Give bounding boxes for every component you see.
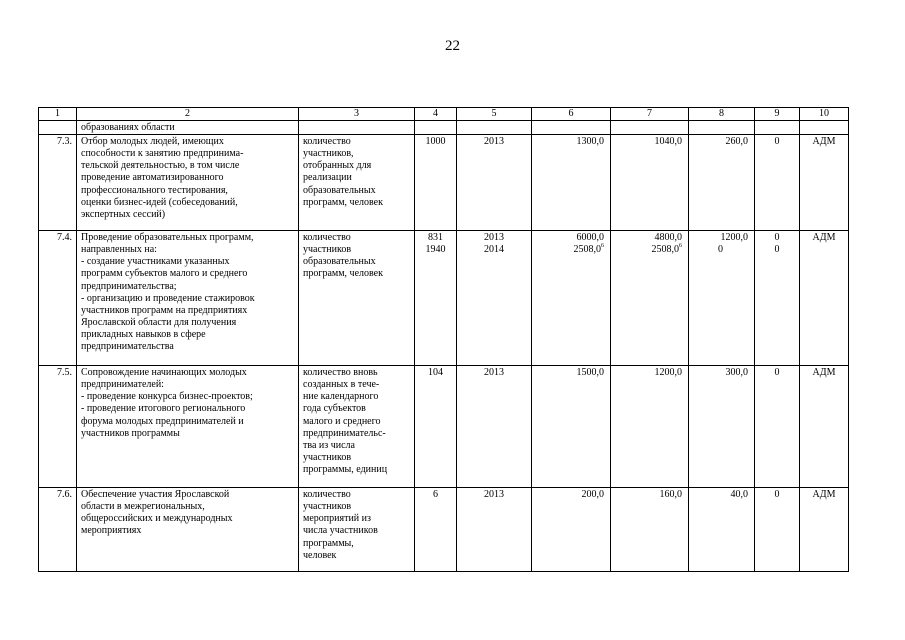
row-number: 7.4. <box>39 231 77 366</box>
column-number: 2 <box>77 108 299 121</box>
continuation-text <box>77 121 299 135</box>
amount-col7: 1200,0 <box>611 366 689 488</box>
activity-description: Обеспечение участия Ярославской области в межрегиональных, общероссийских и международных мероприятиях <box>77 488 299 572</box>
column-number: 9 <box>755 108 800 121</box>
executor: АДМ <box>800 231 849 366</box>
activity-description: Отбор молодых людей, имеющих способности к занятию предпринима- тельской деятельностью, в том числе проведение автоматизированного профессионального тестирования, оценки бизнес-идей (собеседований, экспертных сессий) <box>77 135 299 231</box>
total-amount: 200,0 <box>532 488 611 572</box>
amount-col9: 0 0 <box>755 231 800 366</box>
executor: АДМ <box>800 488 849 572</box>
column-number: 6 <box>532 108 611 121</box>
column-number: 5 <box>457 108 532 121</box>
column-number: 4 <box>415 108 457 121</box>
row-number: 7.3. <box>39 135 77 231</box>
column-number-row <box>39 108 849 121</box>
executor: АДМ <box>800 135 849 231</box>
indicator-description: количество участников образовательных программ, человек <box>299 231 415 366</box>
program-activities-table <box>38 107 849 572</box>
amount-col8: 40,0 <box>689 488 755 572</box>
amount-col8: 260,0 <box>689 135 755 231</box>
amount-col7: 160,0 <box>611 488 689 572</box>
text-line: образованиях области <box>81 122 175 134</box>
table-row <box>39 231 849 366</box>
row-number: 7.6. <box>39 488 77 572</box>
total-amount: 6000,0 2508,0$^6$ <box>532 231 611 366</box>
footnote-marker: 6 <box>601 243 604 250</box>
table-row <box>39 488 849 572</box>
indicator-value: 6 <box>415 488 457 572</box>
activity-description: Сопровождение начинающих молодых предпринимателей: - проведение конкурса бизнес-проектов; - проведение итогового регионального форума молодых предпринимателей и участников программы <box>77 366 299 488</box>
total-amount: 1300,0 <box>532 135 611 231</box>
amount-col7: 1040,0 <box>611 135 689 231</box>
executor: АДМ <box>800 366 849 488</box>
activity-description: Проведение образовательных программ, направленных на: - создание участниками указанных программ субъектов малого и среднего предпринимательства; - организацию и проведение стажировок участников программ на предприятиях Ярославской области для получения прикладных навыков в сфере предпринимательства <box>77 231 299 366</box>
total-amount: 1500,0 <box>532 366 611 488</box>
year: 2013 2014 <box>457 231 532 366</box>
indicator-value: 104 <box>415 366 457 488</box>
amount-col9: 0 <box>755 488 800 572</box>
column-number: 10 <box>800 108 849 121</box>
table-row <box>39 135 849 231</box>
year: 2013 <box>457 488 532 572</box>
indicator-value: 1000 <box>415 135 457 231</box>
indicator-value: 831 1940 <box>415 231 457 366</box>
row-number: 7.5. <box>39 366 77 488</box>
indicator-description: количество участников, отобранных для реализации образовательных программ, человек <box>299 135 415 231</box>
indicator-description: количество вновь созданных в тече- ние календарного года субъектов малого и среднего предпринимательс- тва из числа участников программы, единиц <box>299 366 415 488</box>
amount-col8: 300,0 <box>689 366 755 488</box>
column-number: 1 <box>39 108 77 121</box>
year: 2013 <box>457 135 532 231</box>
column-number: 8 <box>689 108 755 121</box>
page-number: 22 <box>445 38 460 54</box>
column-number: 3 <box>299 108 415 121</box>
amount-col8: 1200,0 0 <box>689 231 755 366</box>
year: 2013 <box>457 366 532 488</box>
table-row <box>39 366 849 488</box>
footnote-marker: 6 <box>679 243 682 250</box>
column-number: 7 <box>611 108 689 121</box>
indicator-description: количество участников мероприятий из числа участников программы, человек <box>299 488 415 572</box>
amount-col9: 0 <box>755 366 800 488</box>
amount-col7: 4800,0 2508,0$^6$ <box>611 231 689 366</box>
continuation-row <box>39 121 849 135</box>
amount-col9: 0 <box>755 135 800 231</box>
